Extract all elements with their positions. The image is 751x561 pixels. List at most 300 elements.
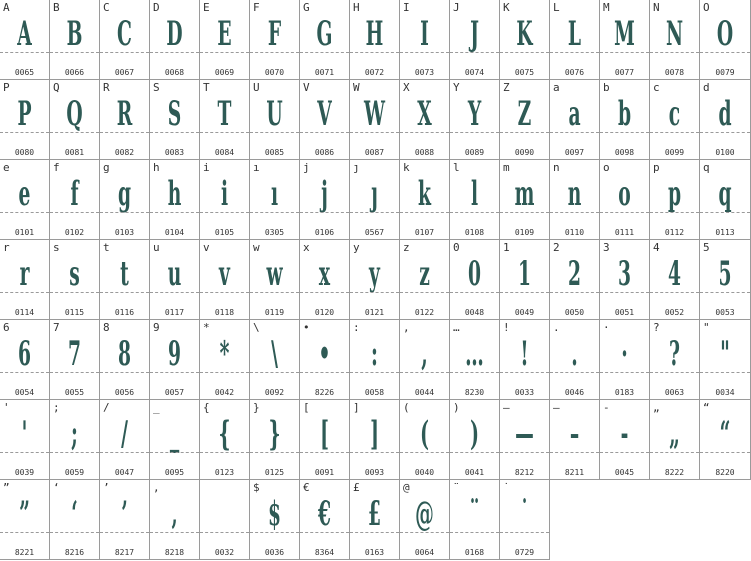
glyph-label: C (103, 1, 110, 14)
glyph-cell (700, 80, 751, 160)
glyph-label: 1 (503, 241, 510, 254)
glyph-code: 0102 (64, 228, 85, 237)
glyph-code: 8218 (164, 548, 185, 557)
baseline-rule (200, 532, 249, 533)
glyph-sample: G (316, 14, 333, 54)
glyph-code: 0109 (514, 228, 535, 237)
glyph-label: R (103, 81, 110, 94)
baseline-rule (50, 532, 99, 533)
glyph-cell (350, 240, 400, 320)
glyph-label: S (153, 81, 160, 94)
glyph-sample: ( (420, 414, 429, 454)
glyph-cell (50, 240, 100, 320)
glyph-cell (550, 240, 600, 320)
baseline-rule (350, 52, 399, 53)
glyph-code: 0047 (114, 468, 135, 477)
glyph-code: 0064 (414, 548, 435, 557)
glyph-code: 0079 (715, 68, 735, 77)
glyph-sample: u (167, 254, 182, 294)
glyph-sample: r (19, 254, 30, 294)
glyph-sample: _ (169, 414, 180, 454)
glyph-sample: 0 (467, 254, 482, 294)
glyph-cell (300, 320, 350, 400)
glyph-label: ( (403, 401, 410, 414)
baseline-rule (500, 212, 549, 213)
glyph-code: 0070 (264, 68, 285, 77)
glyph-sample: J (470, 14, 479, 54)
glyph-label: M (603, 1, 610, 14)
baseline-rule (650, 132, 699, 133)
glyph-sample: € (317, 494, 332, 534)
glyph-code: 0077 (614, 68, 635, 77)
glyph-cell (100, 240, 150, 320)
glyph-sample: “ (719, 414, 731, 454)
baseline-rule (450, 452, 499, 453)
glyph-label: q (703, 161, 710, 174)
glyph-label: r (3, 241, 10, 254)
glyph-sample: 2 (567, 254, 582, 294)
glyph-code: 8216 (64, 548, 85, 557)
glyph-label: X (403, 81, 410, 94)
glyph-cell (500, 160, 550, 240)
glyph-sample: l (470, 174, 479, 214)
glyph-cell (500, 400, 550, 480)
glyph-code: 0054 (14, 388, 35, 397)
glyph-label: ’ (103, 481, 110, 494)
glyph-cell (350, 480, 400, 560)
baseline-rule (650, 212, 699, 213)
baseline-rule (500, 132, 549, 133)
glyph-label: b (603, 81, 610, 94)
glyph-cell (700, 320, 751, 400)
glyph-cell (700, 0, 751, 80)
glyph-code: 0076 (564, 68, 585, 77)
glyph-label: 6 (3, 321, 10, 334)
baseline-rule (650, 452, 699, 453)
glyph-sample: … (465, 334, 484, 374)
glyph-sample: ” (19, 494, 30, 534)
glyph-code: 0041 (464, 468, 485, 477)
baseline-rule (300, 212, 349, 213)
baseline-rule (50, 132, 99, 133)
glyph-code: 0050 (564, 308, 585, 317)
glyph-code: 8221 (14, 548, 35, 557)
baseline-rule (450, 132, 499, 133)
glyph-label: · (603, 321, 610, 334)
glyph-cell (250, 160, 300, 240)
glyph-code: 0086 (314, 148, 335, 157)
glyph-label: – (553, 401, 560, 414)
baseline-rule (300, 452, 349, 453)
glyph-code: 0052 (664, 308, 685, 317)
glyph-label: k (403, 161, 410, 174)
glyph-label: — (503, 401, 510, 414)
baseline-rule (550, 52, 599, 53)
glyph-label: ‘ (53, 481, 60, 494)
glyph-code: 0051 (614, 308, 635, 317)
glyph-sample: ȷ (371, 174, 378, 214)
glyph-sample: 8 (117, 334, 132, 374)
glyph-cell (400, 240, 450, 320)
glyph-label: f (53, 161, 60, 174)
glyph-code: 0095 (164, 468, 185, 477)
glyph-cell (350, 320, 400, 400)
glyph-label: } (253, 401, 260, 414)
glyph-cell (250, 480, 300, 560)
glyph-sample: X (417, 94, 432, 134)
baseline-rule (50, 452, 99, 453)
glyph-code: 0117 (164, 308, 185, 317)
glyph-code: 0034 (715, 388, 735, 397)
glyph-code: 0081 (64, 148, 85, 157)
glyph-cell (150, 400, 200, 480)
glyph-sample: ı (270, 174, 279, 214)
glyph-code: 0044 (414, 388, 435, 397)
glyph-label: ! (503, 321, 510, 334)
glyph-label: N (653, 1, 660, 14)
glyph-label: _ (153, 401, 160, 414)
glyph-code: 0183 (614, 388, 635, 397)
glyph-code: 0080 (14, 148, 35, 157)
baseline-rule (650, 372, 699, 373)
baseline-rule (200, 292, 249, 293)
glyph-sample: p (667, 174, 682, 214)
glyph-cell (500, 240, 550, 320)
glyph-code: 8217 (114, 548, 135, 557)
glyph-cell (50, 480, 100, 560)
glyph-cell (550, 0, 600, 80)
glyph-code: 0056 (114, 388, 135, 397)
glyph-label: 0 (453, 241, 460, 254)
glyph-label: A (3, 1, 10, 14)
glyph-cell (450, 320, 500, 400)
glyph-sample: – (569, 414, 580, 454)
glyph-sample: w (266, 254, 283, 294)
glyph-label: j (303, 161, 310, 174)
glyph-cell (400, 0, 450, 80)
glyph-code: 0078 (664, 68, 685, 77)
baseline-rule (500, 292, 549, 293)
baseline-rule (350, 132, 399, 133)
glyph-label: x (303, 241, 310, 254)
glyph-label: $ (253, 481, 260, 494)
glyph-sample: £ (367, 494, 382, 534)
glyph-label: t (103, 241, 110, 254)
glyph-label: € (303, 481, 310, 494)
baseline-rule (600, 292, 649, 293)
glyph-cell (250, 320, 300, 400)
glyph-sample: • (318, 334, 331, 374)
baseline-rule (450, 212, 499, 213)
glyph-code: 0125 (264, 468, 285, 477)
glyph-label: ı (253, 161, 260, 174)
glyph-code: 0065 (14, 68, 35, 77)
baseline-rule (200, 132, 249, 133)
baseline-rule (700, 132, 750, 133)
glyph-sample: 5 (718, 254, 732, 294)
glyph-sample: ? (669, 334, 680, 374)
baseline-rule (100, 452, 149, 453)
glyph-sample: Y (467, 94, 482, 134)
glyph-sample: } (268, 414, 281, 454)
glyph-label: s (53, 241, 60, 254)
glyph-sample: B (66, 14, 83, 54)
glyph-sample: d (718, 94, 732, 134)
glyph-sample: R (116, 94, 133, 134)
baseline-rule (100, 52, 149, 53)
glyph-code: 0084 (214, 148, 235, 157)
glyph-code: 0107 (414, 228, 435, 237)
glyph-cell (100, 480, 150, 560)
glyph-label: i (203, 161, 210, 174)
glyph-label: ? (653, 321, 660, 334)
glyph-label: 5 (703, 241, 710, 254)
baseline-rule (300, 292, 349, 293)
baseline-rule (500, 532, 549, 533)
baseline-rule (150, 372, 199, 373)
glyph-sample: ) (470, 414, 479, 454)
glyph-label: “ (703, 401, 710, 414)
baseline-rule (0, 452, 49, 453)
glyph-sample: e (18, 174, 31, 214)
glyph-code: 0087 (364, 148, 385, 157)
glyph-cell (100, 0, 150, 80)
glyph-cell (650, 320, 700, 400)
baseline-rule (0, 292, 49, 293)
glyph-sample: D (166, 14, 183, 54)
glyph-sample: j (321, 174, 328, 214)
glyph-sample: Z (517, 94, 532, 134)
glyph-sample: 6 (17, 334, 32, 374)
glyph-code: 0122 (414, 308, 435, 317)
glyph-label: V (303, 81, 310, 94)
glyph-cell (650, 0, 700, 80)
glyph-cell (0, 160, 50, 240)
glyph-cell (400, 320, 450, 400)
glyph-sample: i (220, 174, 229, 214)
glyph-label: / (103, 401, 110, 414)
baseline-rule (500, 452, 549, 453)
glyph-sample: ‚ (171, 494, 178, 534)
glyph-cell (50, 320, 100, 400)
glyph-label: B (53, 1, 60, 14)
glyph-code: 0098 (614, 148, 635, 157)
baseline-rule (400, 452, 449, 453)
glyph-cell (450, 480, 500, 560)
glyph-label: ȷ (353, 161, 360, 174)
baseline-rule (550, 132, 599, 133)
glyph-cell (550, 80, 600, 160)
glyph-sample: K (516, 14, 533, 54)
glyph-sample: L (567, 14, 582, 54)
glyph-code: 0104 (164, 228, 185, 237)
glyph-cell (350, 0, 400, 80)
glyph-sample: 7 (67, 334, 82, 374)
glyph-cell (0, 480, 50, 560)
baseline-rule (150, 132, 199, 133)
glyph-sample: ’ (121, 494, 128, 534)
glyph-label: U (253, 81, 260, 94)
glyph-code: 0168 (464, 548, 485, 557)
glyph-sample: f (70, 174, 79, 214)
glyph-label: p (653, 161, 660, 174)
glyph-cell (0, 0, 50, 80)
glyph-code: 0074 (464, 68, 485, 77)
baseline-rule (450, 372, 499, 373)
glyph-code: 0082 (114, 148, 135, 157)
baseline-rule (150, 292, 199, 293)
baseline-rule (250, 52, 299, 53)
baseline-rule (100, 212, 149, 213)
glyph-sample: M (614, 14, 635, 54)
glyph-label: c (653, 81, 660, 94)
glyph-label: Y (453, 81, 460, 94)
glyph-sample: n (567, 174, 582, 214)
glyph-sample: ; (71, 414, 78, 454)
glyph-sample: — (515, 414, 534, 454)
glyph-label: K (503, 1, 510, 14)
baseline-rule (0, 212, 49, 213)
glyph-sample: z (419, 254, 430, 294)
glyph-code: 0121 (364, 308, 385, 317)
baseline-rule (400, 212, 449, 213)
baseline-rule (150, 452, 199, 453)
glyph-cell (50, 0, 100, 80)
glyph-label: u (153, 241, 160, 254)
glyph-cell (700, 400, 751, 480)
glyph-code: 0073 (414, 68, 435, 77)
glyph-sample: S (167, 94, 182, 134)
glyph-code: 0100 (715, 148, 735, 157)
baseline-rule (350, 212, 399, 213)
glyph-sample: 9 (167, 334, 182, 374)
baseline-rule (200, 452, 249, 453)
glyph-cell (250, 80, 300, 160)
glyph-code: 0042 (214, 388, 235, 397)
glyph-label: Q (53, 81, 60, 94)
glyph-label: 2 (553, 241, 560, 254)
baseline-rule (250, 452, 299, 453)
baseline-rule (100, 532, 149, 533)
glyph-sample: ' (21, 414, 28, 454)
glyph-code: 0105 (214, 228, 235, 237)
glyph-label: h (153, 161, 160, 174)
glyph-sample: . (571, 334, 578, 374)
glyph-cell (200, 480, 250, 560)
baseline-rule (550, 372, 599, 373)
glyph-label: z (403, 241, 410, 254)
glyph-label: Z (503, 81, 510, 94)
glyph-sample: P (17, 94, 32, 134)
glyph-code: 0089 (464, 148, 485, 157)
baseline-rule (0, 132, 49, 133)
glyph-label: : (353, 321, 360, 334)
glyph-code: 0123 (214, 468, 235, 477)
glyph-sample: ˙ (519, 494, 530, 534)
glyph-cell (300, 0, 350, 80)
glyph-sample: a (568, 94, 581, 134)
glyph-cell (0, 400, 50, 480)
glyph-cell (0, 320, 50, 400)
glyph-label: H (353, 1, 360, 14)
baseline-rule (700, 292, 750, 293)
baseline-rule (50, 212, 99, 213)
glyph-sample: s (69, 254, 80, 294)
baseline-rule (200, 372, 249, 373)
glyph-label: ' (3, 401, 10, 414)
baseline-rule (600, 52, 649, 53)
glyph-label: ¨ (453, 481, 460, 494)
glyph-label: L (553, 1, 560, 14)
glyph-code: 0058 (364, 388, 385, 397)
glyph-code: 0110 (564, 228, 585, 237)
glyph-cell (300, 240, 350, 320)
glyph-label: J (453, 1, 460, 14)
baseline-rule (700, 212, 750, 213)
glyph-code: 0068 (164, 68, 185, 77)
glyph-label: * (203, 321, 210, 334)
glyph-sample: E (217, 14, 232, 54)
glyph-code: 8222 (664, 468, 685, 477)
glyph-code: 0083 (164, 148, 185, 157)
glyph-cell (150, 320, 200, 400)
baseline-rule (100, 132, 149, 133)
glyph-cell (500, 320, 550, 400)
glyph-cell (150, 480, 200, 560)
glyph-code: 0040 (414, 468, 435, 477)
glyph-code: 0088 (414, 148, 435, 157)
glyph-cell (300, 400, 350, 480)
glyph-cell (400, 160, 450, 240)
glyph-cell (650, 160, 700, 240)
glyph-code: 0045 (614, 468, 635, 477)
glyph-cell (450, 400, 500, 480)
glyph-label: ) (453, 401, 460, 414)
glyph-label: 9 (153, 321, 160, 334)
glyph-cell (500, 480, 550, 560)
glyph-cell (250, 240, 300, 320)
glyph-code: 0046 (564, 388, 585, 397)
glyph-sample: U (266, 94, 283, 134)
baseline-rule (250, 212, 299, 213)
glyph-sample: O (716, 14, 734, 54)
glyph-cell (450, 240, 500, 320)
glyph-sample: ] (370, 414, 379, 454)
glyph-cell (100, 400, 150, 480)
baseline-rule (50, 292, 99, 293)
baseline-rule (150, 532, 199, 533)
glyph-label: . (553, 321, 560, 334)
glyph-cell (600, 80, 650, 160)
glyph-label: … (453, 321, 460, 334)
glyph-cell (400, 480, 450, 560)
glyph-cell (100, 160, 150, 240)
baseline-rule (550, 212, 599, 213)
glyph-sample: \ (271, 334, 278, 374)
glyph-label: w (253, 241, 260, 254)
glyph-label: D (153, 1, 160, 14)
glyph-sample: - (620, 414, 629, 454)
glyph-label: F (253, 1, 260, 14)
glyph-cell (0, 240, 50, 320)
glyph-code: 0053 (715, 308, 735, 317)
glyph-cell (50, 160, 100, 240)
baseline-rule (250, 372, 299, 373)
glyph-label: I (403, 1, 410, 14)
glyph-sample: W (363, 94, 386, 134)
glyph-sample: * (219, 334, 230, 374)
glyph-sample: , (421, 334, 428, 374)
